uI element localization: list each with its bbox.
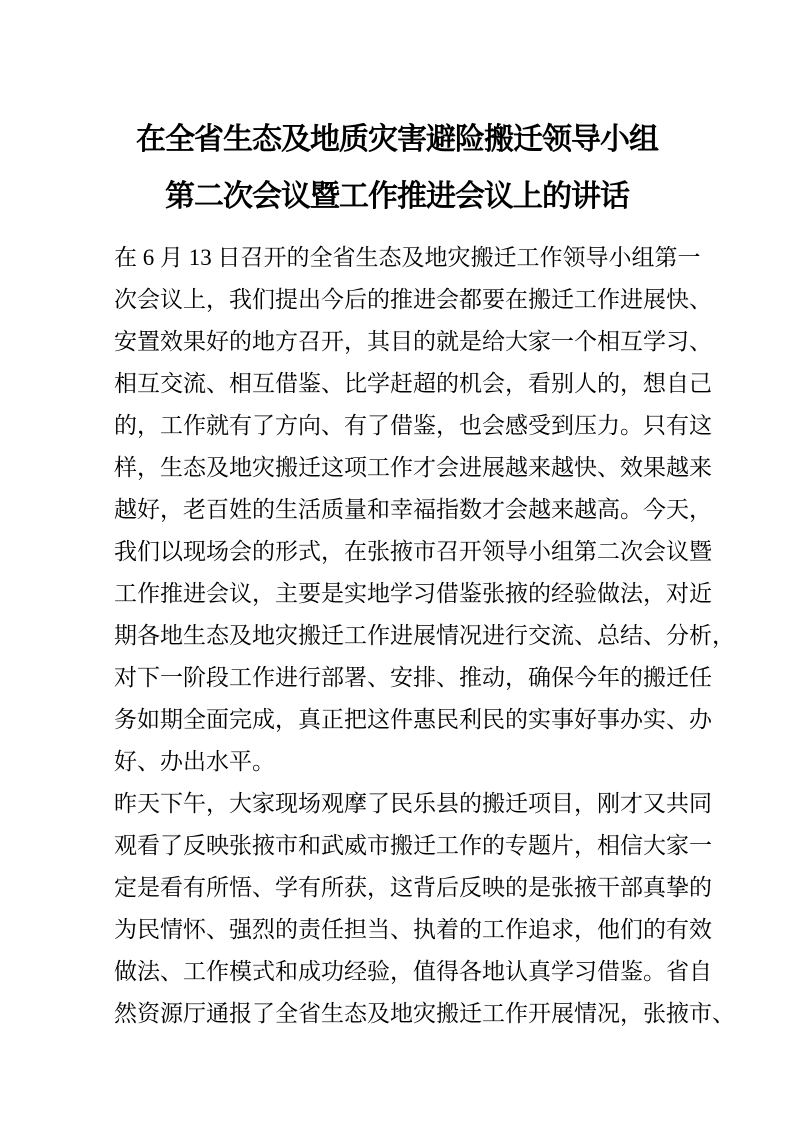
paragraph-1: [114, 237, 735, 783]
text-line: 做法、工作模式和成功经验，值得各地认真学习借鉴。省自: [114, 959, 712, 984]
text-line: 为民情怀、强烈的责任担当、执着的工作追求，他们的有效: [114, 917, 712, 942]
text-line: 务如期全面完成，真正把这件惠民利民的实事好事办实、办: [114, 707, 712, 732]
text-line: 观看了反映张掖市和武威市搬迁工作的专题片，相信大家一: [114, 833, 712, 858]
title-line: 在全省生态及地质灾害避险搬迁领导小组: [136, 123, 658, 156]
text-line: 好、办出水平。: [114, 749, 275, 774]
text-line: 相互交流、相互借鉴、比学赶超的机会，看别人的，想自己: [114, 371, 712, 396]
page-content: [0, 111, 793, 1035]
text-line: 安置效果好的地方召开，其目的就是给大家一个相互学习、: [114, 329, 712, 354]
text-line: 越好，老百姓的生活质量和幸福指数才会越来越高。今天，: [114, 497, 712, 522]
text-line: 然资源厅通报了全省生态及地灾搬迁工作开展情况，张掖市、: [114, 1001, 735, 1026]
text-line: 定是看有所悟、学有所获，这背后反映的是张掖干部真挚的: [114, 875, 712, 900]
text-line: 在 6 月 13 日召开的全省生态及地灾搬迁工作领导小组第一: [114, 245, 701, 270]
paragraph-2: [114, 783, 735, 1035]
text-line: 的，工作就有了方向、有了借鉴，也会感受到压力。只有这: [114, 413, 712, 438]
title-line: 第二次会议暨工作推进会议上的讲话: [165, 180, 629, 213]
text-line: 次会议上，我们提出今后的推进会都要在搬迁工作进展快、: [114, 287, 712, 312]
text-line: 样，生态及地灾搬迁这项工作才会进展越来越快、效果越来: [114, 455, 712, 480]
text-line: 昨天下午，大家现场观摩了民乐县的搬迁项目，刚才又共同: [114, 791, 712, 816]
document-body: [114, 237, 735, 1035]
text-line: 工作推进会议，主要是实地学习借鉴张掖的经验做法，对近: [114, 581, 712, 606]
text-line: 期各地生态及地灾搬迁工作进展情况进行交流、总结、分析，: [114, 623, 735, 648]
text-line: 对下一阶段工作进行部署、安排、推动，确保今年的搬迁任: [114, 665, 712, 690]
text-line: 我们以现场会的形式，在张掖市召开领导小组第二次会议暨: [114, 539, 712, 564]
document-title: [114, 111, 680, 225]
